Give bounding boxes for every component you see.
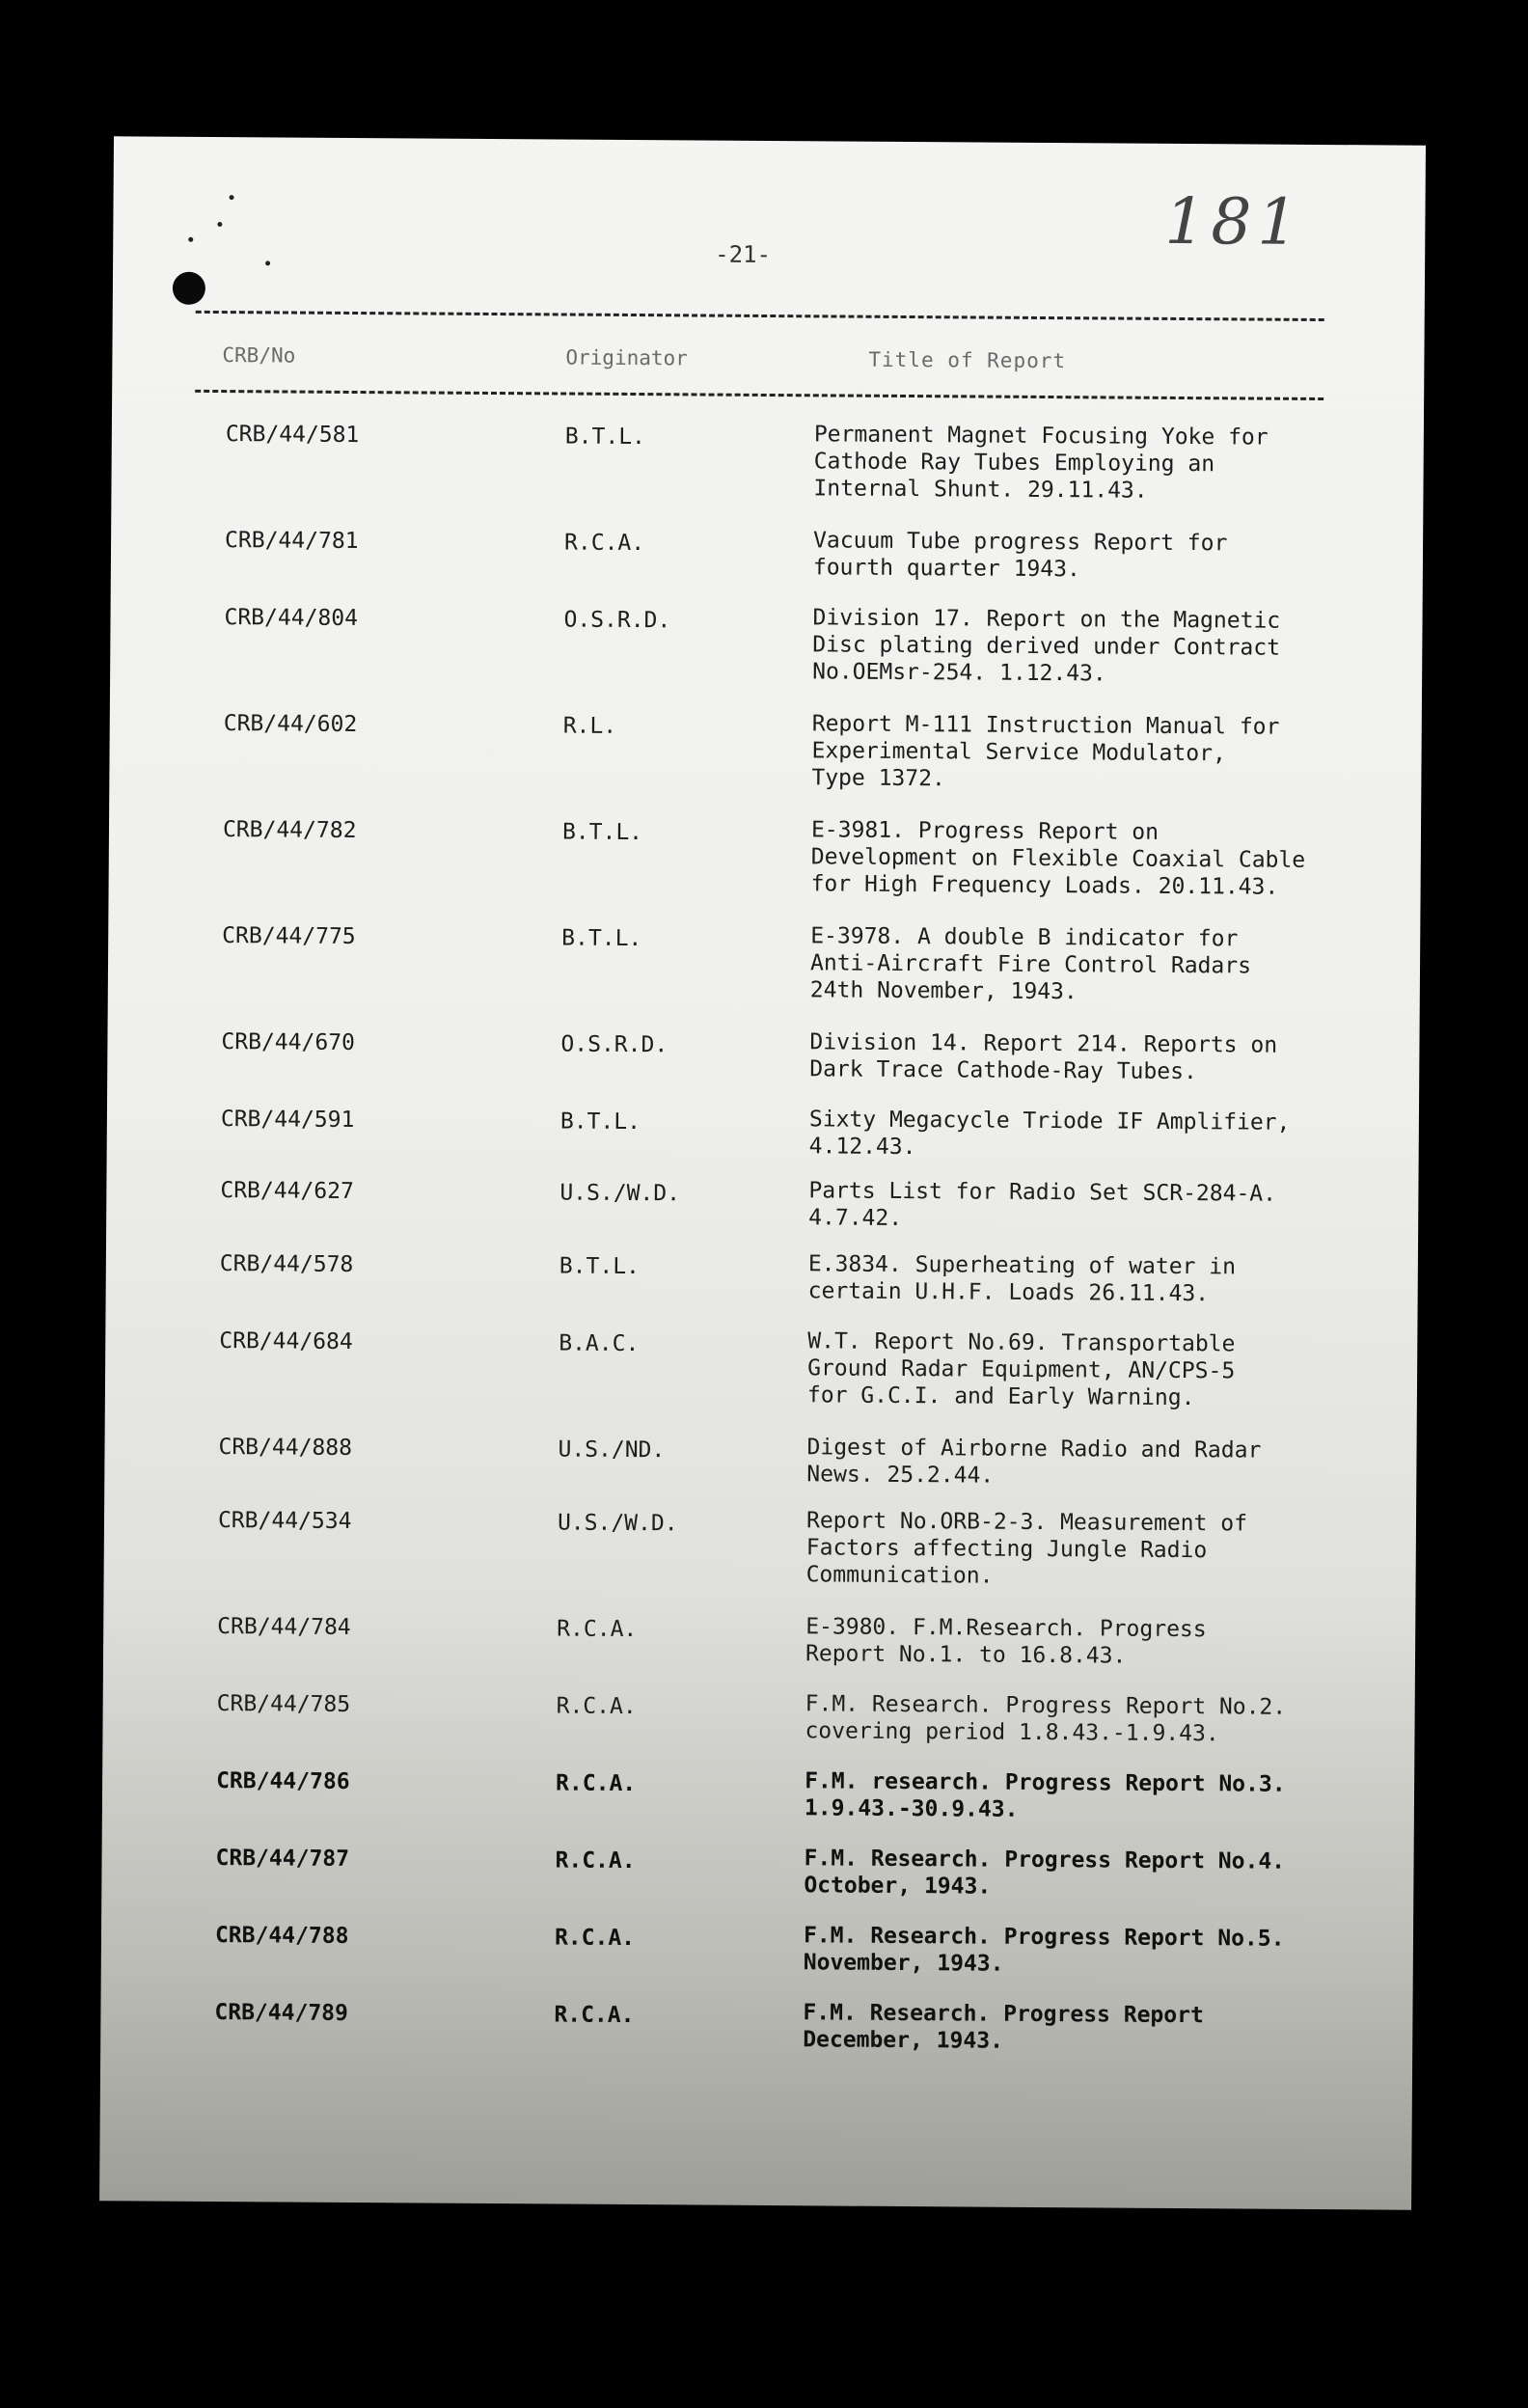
report-title	[803, 1999, 1323, 2057]
header-title: Title of Report	[868, 347, 1067, 373]
report-title-line: F.M. Research. Progress Report No.2.	[805, 1691, 1287, 1720]
report-title	[805, 1767, 1325, 1825]
punch-hole	[173, 272, 205, 305]
report-originator: R.L.	[562, 713, 617, 739]
report-title-line: Ground Radar Equipment, AN/CPS-5	[807, 1355, 1236, 1384]
report-title	[808, 1177, 1329, 1235]
report-title-line: Digest of Airborne Radio and Radar	[806, 1435, 1262, 1464]
table-row	[111, 416, 1424, 531]
report-originator: U.S./ND.	[558, 1437, 666, 1464]
report-originator: B.T.L.	[559, 1108, 641, 1136]
report-title-line: certain U.H.F. Loads 26.11.43.	[807, 1278, 1210, 1307]
table-row	[109, 705, 1422, 820]
report-title	[805, 1690, 1325, 1748]
report-title	[806, 1507, 1328, 1592]
report-title-line: E-3980. F.M.Research. Progress	[805, 1614, 1207, 1643]
report-title-line: Report No.ORB-2-3. Measurement of	[805, 1508, 1248, 1537]
report-title-line: Communication.	[805, 1562, 994, 1589]
report-title-line: 4.7.42.	[808, 1205, 903, 1231]
report-title-line: December, 1943.	[803, 2027, 1004, 2054]
report-title-line: E-3978. A double B indicator for	[810, 923, 1239, 952]
report-number: CRB/44/591	[220, 1107, 355, 1134]
report-list	[100, 416, 1424, 2080]
report-originator: R.C.A.	[556, 1693, 637, 1720]
report-title-line: F.M. Research. Progress Report No.5.	[803, 1923, 1285, 1952]
report-number: CRB/44/804	[224, 605, 359, 632]
header-number: CRB/No	[222, 343, 296, 368]
report-title	[804, 1845, 1324, 1902]
report-title-line: October, 1943.	[804, 1873, 992, 1900]
report-title	[810, 922, 1332, 1007]
report-title-line: F.M. research. Progress Report No.3.	[805, 1768, 1286, 1797]
report-title	[804, 1922, 1324, 1980]
report-originator: O.S.R.D.	[563, 607, 671, 634]
report-number: CRB/44/788	[214, 1923, 349, 1949]
table-row	[104, 1429, 1416, 1511]
report-number: CRB/44/781	[225, 528, 359, 555]
report-number: CRB/44/602	[223, 711, 358, 738]
table-row	[108, 811, 1421, 926]
report-title-line: Parts List for Radio Set SCR-284-A.	[808, 1178, 1277, 1207]
report-title-line: Dark Trace Cathode-Ray Tubes.	[809, 1056, 1197, 1085]
report-number: CRB/44/784	[217, 1614, 351, 1641]
report-number: CRB/44/787	[215, 1846, 350, 1872]
header-bottom-rule	[195, 390, 1323, 400]
report-title-line: Anti-Aircraft Fire Control Radars	[809, 950, 1252, 979]
report-number: CRB/44/789	[214, 2000, 349, 2026]
page-number: -21-	[715, 240, 772, 269]
report-title-line: Development on Flexible Coaxial Cable	[810, 844, 1306, 873]
report-number: CRB/44/670	[221, 1029, 356, 1056]
report-title-line: fourth quarter 1943.	[812, 555, 1080, 583]
report-title-line: Vacuum Tube progress Report for	[813, 528, 1228, 557]
report-number: CRB/44/627	[220, 1178, 354, 1205]
report-number: CRB/44/534	[217, 1508, 352, 1535]
report-originator: B.T.L.	[561, 819, 643, 846]
report-title-line: covering period 1.8.43.-1.9.43.	[805, 1718, 1219, 1747]
table-row	[108, 917, 1421, 1032]
table-row	[101, 1917, 1414, 2003]
report-originator: R.C.A.	[554, 2002, 635, 2029]
report-title	[809, 1028, 1330, 1086]
report-title-line: for G.C.I. and Early Warning.	[806, 1382, 1195, 1411]
header-originator: Originator	[565, 345, 688, 370]
report-originator: R.C.A.	[563, 530, 645, 557]
report-title	[807, 1327, 1329, 1412]
report-number: CRB/44/782	[222, 817, 357, 844]
report-originator: B.T.L.	[559, 1253, 641, 1280]
report-title-line: November, 1943.	[803, 1950, 1004, 1977]
table-row	[110, 599, 1423, 714]
table-row	[102, 1763, 1415, 1848]
report-title-line: No.OEMsr-254. 1.12.43.	[812, 659, 1106, 687]
report-title-line: Disc plating derived under Contract	[812, 632, 1281, 661]
report-number: CRB/44/775	[222, 923, 356, 950]
table-row	[103, 1502, 1416, 1617]
ink-speck	[265, 260, 270, 265]
table-row	[105, 1245, 1418, 1331]
report-title	[813, 421, 1335, 506]
table-row	[100, 1994, 1413, 2080]
report-title-line: Cathode Ray Tubes Employing an	[813, 449, 1215, 478]
report-title-line: Experimental Service Modulator,	[811, 738, 1226, 767]
report-title-line: F.M. Research. Progress Report No.4.	[804, 1846, 1286, 1874]
ink-speck	[217, 222, 222, 227]
table-row	[101, 1840, 1414, 1926]
handwritten-number: 181	[1164, 183, 1304, 260]
report-originator: R.C.A.	[556, 1770, 637, 1797]
table-header	[113, 342, 1425, 373]
report-number: CRB/44/684	[219, 1328, 353, 1355]
report-title-line: Report No.1. to 16.8.43.	[805, 1641, 1127, 1669]
table-row	[111, 522, 1424, 608]
table-row	[106, 1172, 1418, 1254]
header-top-rule	[196, 311, 1324, 321]
table-row	[105, 1323, 1418, 1437]
report-originator: B.T.L.	[564, 424, 646, 451]
report-title	[811, 710, 1333, 795]
report-title-line: Report M-111 Instruction Manual for	[811, 711, 1280, 740]
report-title-line: Division 14. Report 214. Reports on	[809, 1029, 1278, 1058]
report-title-line: 4.12.43.	[808, 1134, 916, 1161]
report-number: CRB/44/785	[216, 1691, 351, 1718]
report-originator: B.T.L.	[561, 925, 642, 952]
report-originator: B.A.C.	[559, 1330, 640, 1357]
report-title	[808, 1250, 1329, 1308]
table-row	[103, 1608, 1416, 1694]
report-title	[806, 1434, 1327, 1491]
document-page	[99, 136, 1426, 2209]
report-title-line: Permanent Magnet Focusing Yoke for	[813, 422, 1269, 451]
report-title-line: F.M. Research. Progress Report	[803, 2000, 1204, 2029]
report-title-line: Division 17. Report on the Magnetic	[812, 605, 1281, 634]
table-row	[102, 1685, 1415, 1771]
report-title-line: E.3834. Superheating of water in	[807, 1251, 1237, 1280]
report-originator: U.S./W.D.	[559, 1180, 681, 1207]
report-title-line: for High Frequency Loads. 20.11.43.	[810, 871, 1279, 900]
report-originator: R.C.A.	[554, 1925, 636, 1952]
report-number: CRB/44/786	[216, 1768, 350, 1795]
report-title	[809, 1106, 1330, 1163]
report-title-line: Type 1372.	[811, 765, 945, 792]
report-title-line: Sixty Megacycle Triode IF Amplifier,	[808, 1107, 1291, 1136]
report-originator: R.C.A.	[557, 1616, 638, 1643]
report-title-line: Factors affecting Jungle Radio	[805, 1535, 1208, 1564]
report-title-line: 1.9.43.-30.9.43.	[804, 1795, 1019, 1822]
report-originator: O.S.R.D.	[560, 1031, 668, 1058]
ink-speck	[188, 237, 193, 242]
report-title-line: W.T. Report No.69. Transportable	[807, 1328, 1236, 1357]
report-title-line: E-3981. Progress Report on	[810, 817, 1160, 845]
ink-speck	[230, 195, 234, 200]
table-row	[107, 1101, 1419, 1181]
report-number: CRB/44/581	[225, 422, 360, 449]
report-title	[813, 527, 1334, 585]
report-title-line: 24th November, 1943.	[809, 977, 1078, 1005]
report-title-line: Internal Shunt. 29.11.43.	[813, 476, 1148, 504]
report-title	[812, 604, 1334, 689]
report-originator: U.S./W.D.	[557, 1510, 678, 1537]
report-number: CRB/44/578	[219, 1251, 354, 1278]
table-row	[107, 1024, 1420, 1109]
report-originator: R.C.A.	[555, 1847, 636, 1874]
report-title	[811, 816, 1333, 901]
report-number: CRB/44/888	[218, 1435, 353, 1462]
report-title	[805, 1613, 1326, 1671]
report-title-line: News. 25.2.44.	[806, 1462, 995, 1489]
